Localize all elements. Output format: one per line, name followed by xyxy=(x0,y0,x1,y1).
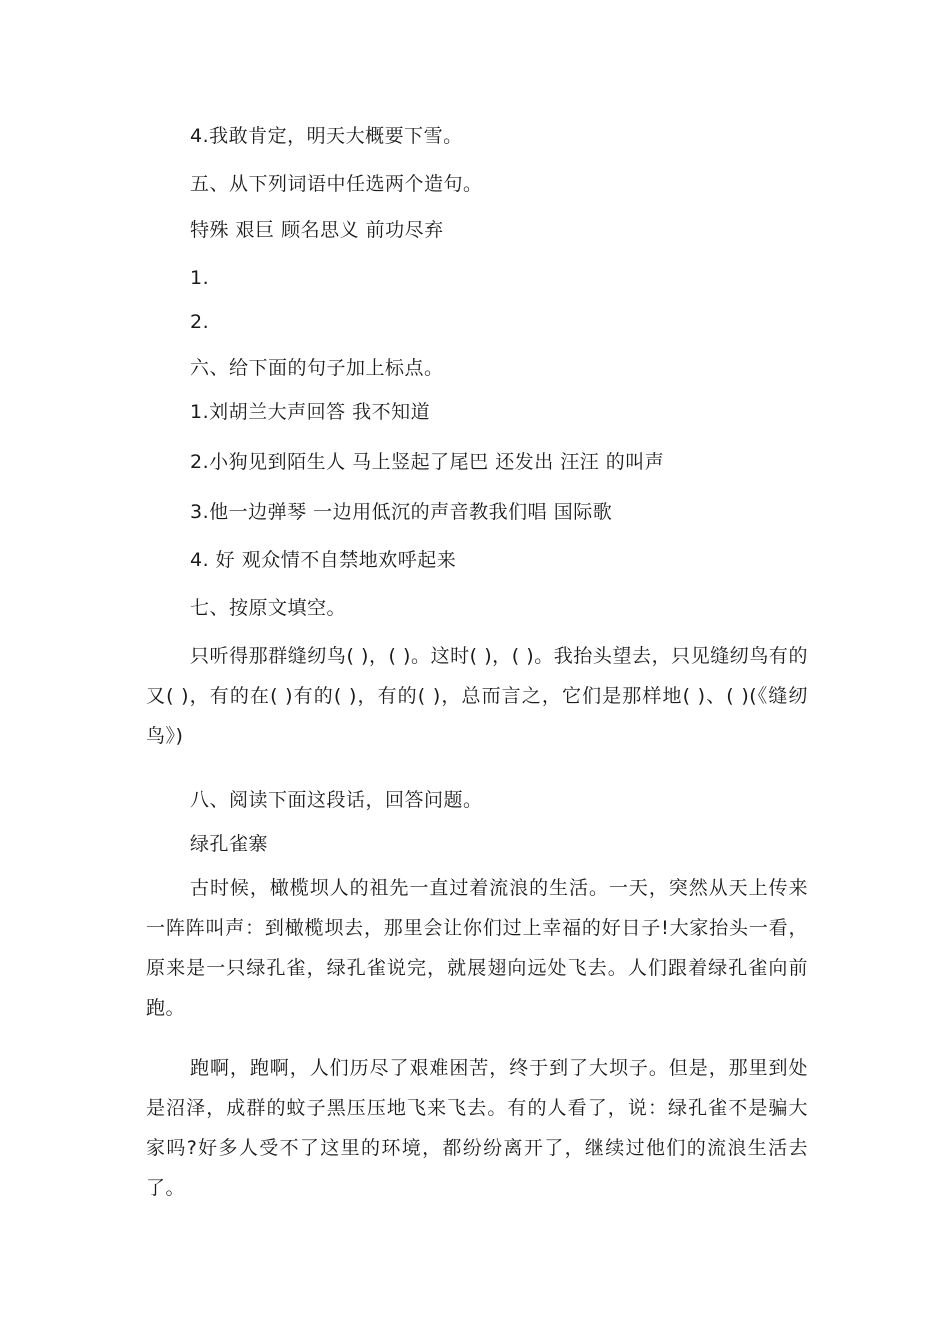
answer-line-2: 2. xyxy=(190,311,210,333)
fill-in-paragraph: 只听得那群缝纫鸟( )，( )。这时( )，( )。我抬头望去，只见缝纫鸟有的又( )，有的在( )有的( )，有的( )，总而言之，它们是那样地( )、( )(《缝纫鸟》) xyxy=(146,645,808,747)
punctuation-item-1: 1.刘胡兰大声回答 我不知道 xyxy=(190,401,431,423)
section-8-heading: 八、阅读下面这段话，回答问题。 xyxy=(190,789,483,811)
story-title: 绿孔雀寨 xyxy=(190,833,269,855)
section-7-heading: 七、按原文填空。 xyxy=(190,597,347,619)
punctuation-item-3: 3.他一边弹琴 一边用低沉的声音教我们唱 国际歌 xyxy=(190,501,613,523)
story-paragraph-2: 跑啊，跑啊，人们历尽了艰难困苦，终于到了大坝子。但是，那里到处是沼泽，成群的蚊子黑压压地飞来飞去。有的人看了，说：绿孔雀不是骗大家吗?好多人受不了这里的环境，都纷纷离开了，继续过他们的流浪生活去了。 xyxy=(146,1057,808,1199)
punctuation-item-2: 2.小狗见到陌生人 马上竖起了尾巴 还发出 汪汪 的叫声 xyxy=(190,451,665,473)
punctuation-item-4: 4. 好 观众情不自禁地欢呼起来 xyxy=(190,549,457,571)
sentence-4: 4.我敢肯定，明天大概要下雪。 xyxy=(190,125,463,147)
answer-line-1: 1. xyxy=(190,267,210,289)
section-6-heading: 六、给下面的句子加上标点。 xyxy=(190,357,444,379)
story-paragraph-1: 古时候，橄榄坝人的祖先一直过着流浪的生活。一天，突然从天上传来一阵阵叫声：到橄榄坝去，那里会让你们过上幸福的好日子!大家抬头一看，原来是一只绿孔雀，绿孔雀说完，就展翅向远处飞去。人们跟着绿孔雀向前跑。 xyxy=(146,877,808,1019)
word-list: 特殊 艰巨 顾名思义 前功尽弃 xyxy=(190,219,444,241)
section-5-heading: 五、从下列词语中任选两个造句。 xyxy=(190,173,483,195)
